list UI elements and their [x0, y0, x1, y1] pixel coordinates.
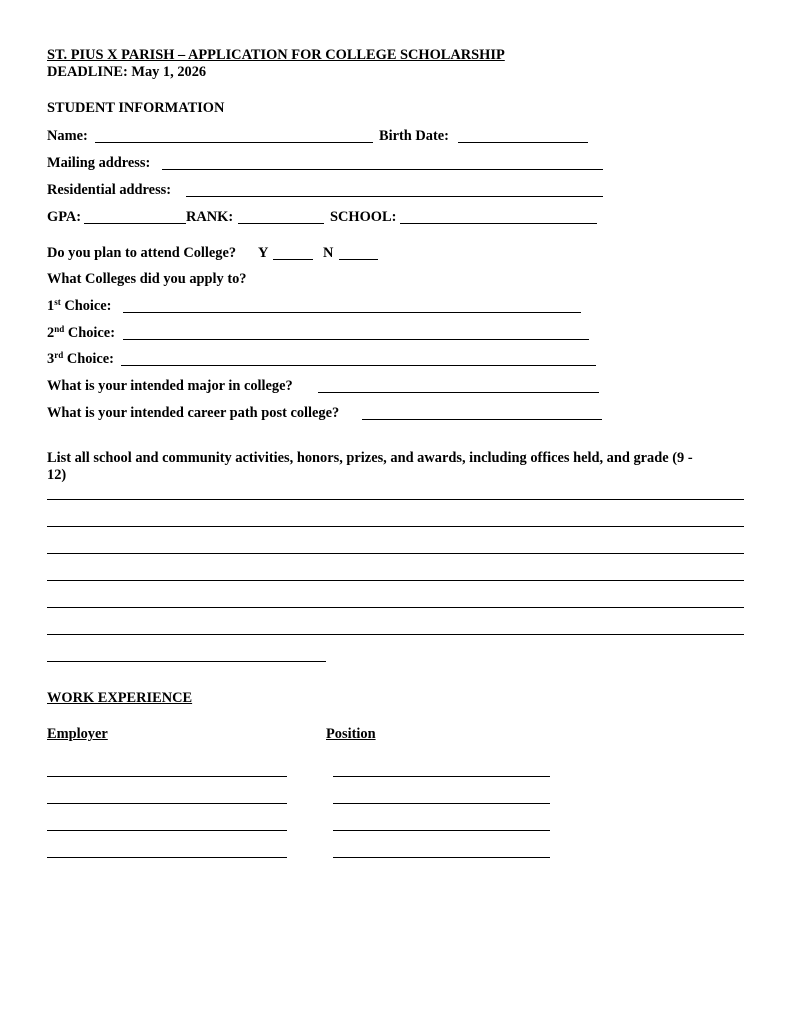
rank-label: RANK: — [186, 209, 234, 225]
employer-column-header: Employer — [47, 726, 108, 742]
employer-field[interactable] — [47, 803, 287, 804]
first-choice-field[interactable] — [123, 312, 581, 313]
activities-line[interactable] — [47, 499, 744, 500]
birth-date-field[interactable] — [458, 142, 588, 143]
third-choice-label: 3rd Choice: — [47, 350, 114, 367]
student-info-heading: STUDENT INFORMATION — [47, 100, 225, 116]
school-label: SCHOOL: — [330, 209, 397, 225]
position-column-header: Position — [326, 726, 376, 742]
activities-line[interactable] — [47, 607, 744, 608]
career-field[interactable] — [362, 419, 602, 420]
activities-line[interactable] — [47, 634, 744, 635]
second-choice-field[interactable] — [123, 339, 589, 340]
gpa-label: GPA: — [47, 209, 82, 225]
position-field[interactable] — [333, 776, 550, 777]
activities-line[interactable] — [47, 526, 744, 527]
activities-line[interactable] — [47, 580, 744, 581]
position-field[interactable] — [333, 803, 550, 804]
no-field[interactable] — [339, 259, 378, 260]
name-field[interactable] — [95, 142, 373, 143]
residential-address-field[interactable] — [186, 196, 603, 197]
colleges-question: What Colleges did you apply to? — [47, 271, 247, 287]
deadline-text: DEADLINE: May 1, 2026 — [47, 64, 207, 80]
activities-prompt-line-2: 12) — [47, 467, 67, 483]
activities-line[interactable] — [47, 661, 326, 662]
mailing-address-field[interactable] — [162, 169, 603, 170]
career-question: What is your intended career path post college? — [47, 405, 340, 421]
attend-college-question: Do you plan to attend College? — [47, 245, 237, 261]
employer-field[interactable] — [47, 857, 287, 858]
second-choice-label: 2nd Choice: — [47, 324, 115, 341]
birth-date-label: Birth Date: — [379, 128, 449, 144]
major-question: What is your intended major in college? — [47, 378, 293, 394]
mailing-address-label: Mailing address: — [47, 155, 151, 171]
first-choice-label: 1st Choice: — [47, 297, 112, 314]
position-field[interactable] — [333, 857, 550, 858]
work-experience-heading: WORK EXPERIENCE — [47, 690, 193, 706]
no-label: N — [323, 245, 334, 261]
employer-field[interactable] — [47, 776, 287, 777]
position-field[interactable] — [333, 830, 550, 831]
activities-line[interactable] — [47, 553, 744, 554]
third-choice-field[interactable] — [121, 365, 596, 366]
rank-field[interactable] — [238, 223, 324, 224]
gpa-field[interactable] — [84, 223, 186, 224]
form-title: ST. PIUS X PARISH – APPLICATION FOR COLLEGE SCHOLARSHIP — [47, 47, 505, 63]
employer-field[interactable] — [47, 830, 287, 831]
name-label: Name: — [47, 128, 88, 144]
major-field[interactable] — [318, 392, 599, 393]
yes-field[interactable] — [273, 259, 313, 260]
school-field[interactable] — [400, 223, 597, 224]
activities-prompt-line-1: List all school and community activities, honors, prizes, and awards, including offices held, and grade (9 - — [47, 450, 693, 466]
residential-address-label: Residential address: — [47, 182, 172, 198]
yes-label: Y — [258, 245, 269, 261]
